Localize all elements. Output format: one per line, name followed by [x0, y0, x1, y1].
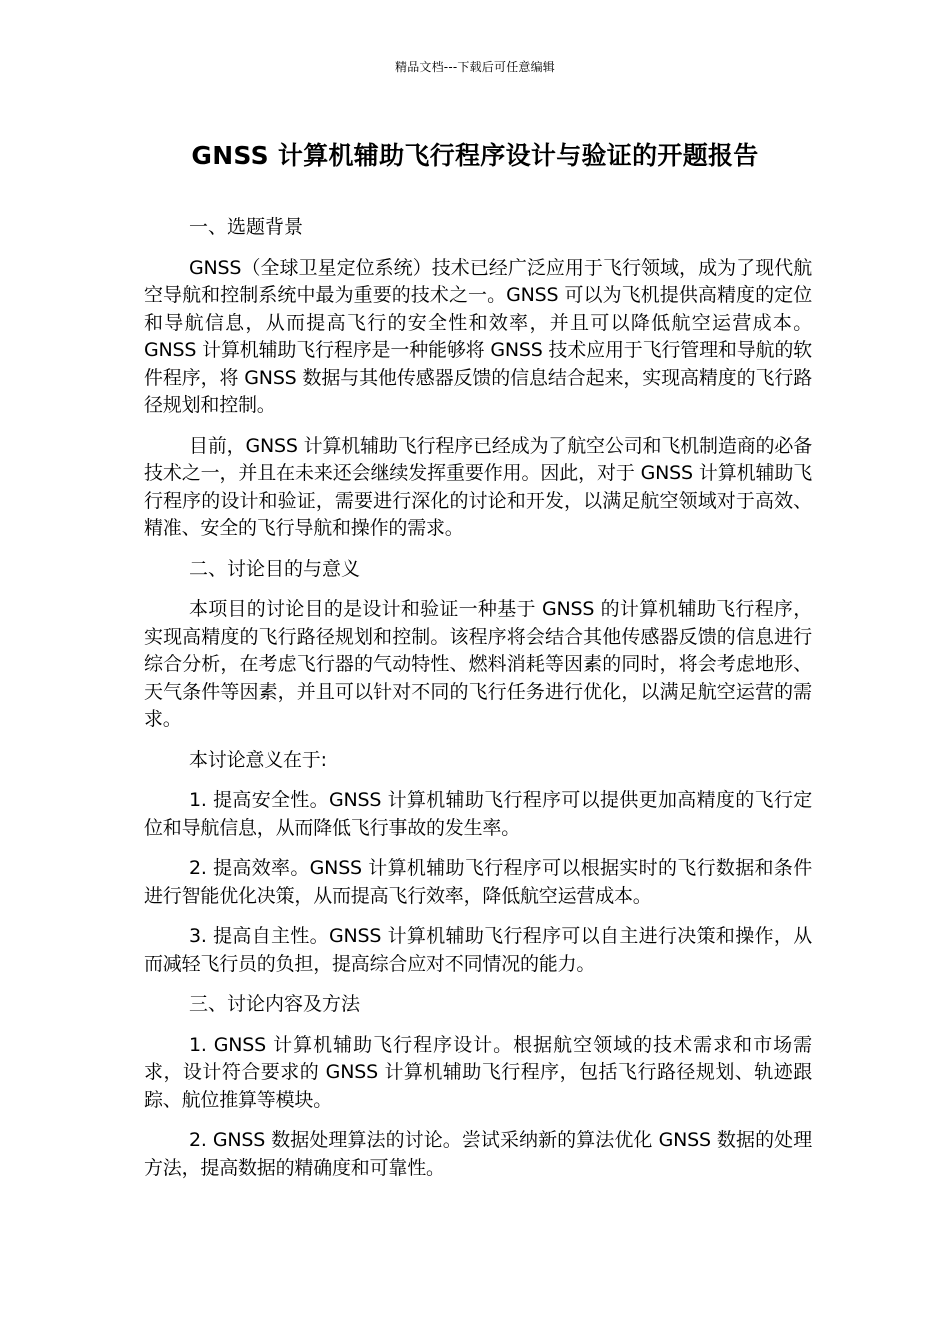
section-heading-methods: 三、讨论内容及方法 — [189, 993, 361, 1015]
paragraph: GNSS（全球卫星定位系统）技术已经广泛应用于飞行领域，成为了现代航空导航和控制系统中最为重要的技术之一。GNSS 可以为飞机提供高精度的定位和导航信息，从而提高飞行的安全性和效率，并且可以降低航空运营成本。GNSS 计算机辅助飞行程序是一种能够将 GNSS 技术应用于飞行管理和导航的软件程序，将 GNSS 数据与其他传感器反馈的信息结合起来，实现高精度的飞行路径规划和控制。 — [144, 256, 812, 416]
document-body — [144, 214, 812, 1195]
list-item: 1. GNSS 计算机辅助飞行程序设计。根据航空领域的技术需求和市场需求，设计符合要求的 GNSS 计算机辅助飞行程序，包括飞行路径规划、轨迹跟踪、航位推算等模块。 — [144, 1033, 812, 1111]
list-item: 2. GNSS 数据处理算法的讨论。尝试采纳新的算法优化 GNSS 数据的处理方法，提高数据的精确度和可靠性。 — [144, 1129, 812, 1179]
header-note: 精品文档---下载后可任意编辑 — [395, 60, 555, 74]
paragraph: 本项目的讨论目的是设计和验证一种基于 GNSS 的计算机辅助飞行程序，实现高精度的飞行路径规划和控制。该程序将会结合其他传感器反馈的信息进行综合分析，在考虑飞行器的气动特性、燃料消耗等因素的同时，将会考虑地形、天气条件等因素，并且可以针对不同的飞行任务进行优化，以满足航空运营的需求。 — [144, 598, 812, 730]
list-item: 3. 提高自主性。GNSS 计算机辅助飞行程序可以自主进行决策和操作，从而减轻飞行员的负担，提高综合应对不同情况的能力。 — [144, 925, 812, 975]
list-item: 2. 提高效率。GNSS 计算机辅助飞行程序可以根据实时的飞行数据和条件进行智能优化决策，从而提高飞行效率，降低航空运营成本。 — [144, 857, 812, 907]
paragraph: 目前，GNSS 计算机辅助飞行程序已经成为了航空公司和飞机制造商的必备技术之一，并且在未来还会继续发挥重要作用。因此，对于 GNSS 计算机辅助飞行程序的设计和验证，需要进行深化的讨论和开发，以满足航空领域对于高效、精准、安全的飞行导航和操作的需求。 — [144, 434, 812, 539]
section-heading-background: 一、选题背景 — [189, 216, 304, 238]
list-item: 1. 提高安全性。GNSS 计算机辅助飞行程序可以提供更加高精度的飞行定位和导航信息，从而降低飞行事故的发生率。 — [144, 789, 812, 839]
paragraph: 本讨论意义在于: — [189, 748, 327, 771]
section-heading-purpose: 二、讨论目的与意义 — [189, 557, 361, 580]
document-title: GNSS 计算机辅助飞行程序设计与验证的开题报告 — [191, 141, 759, 170]
